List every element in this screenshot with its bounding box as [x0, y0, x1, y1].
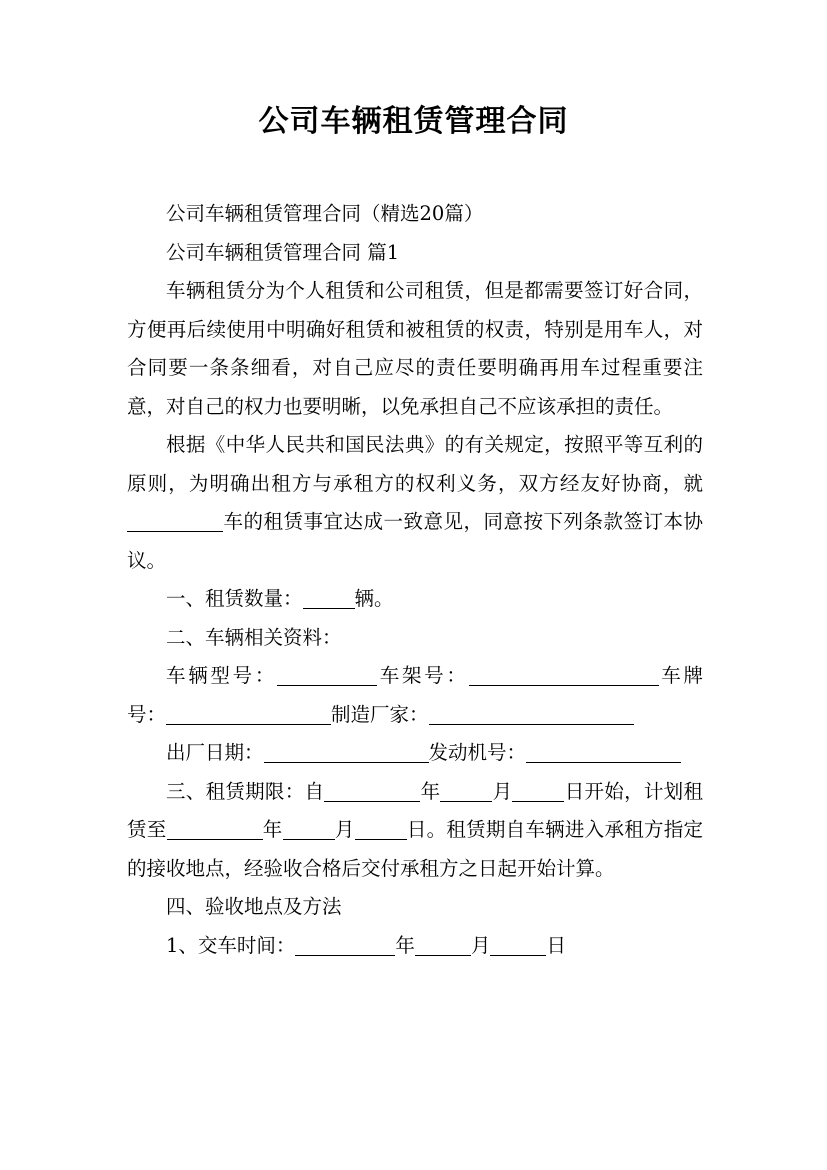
delivery-month-blank: [415, 933, 471, 956]
year-label: 年: [420, 779, 441, 803]
start-month-blank: [440, 779, 492, 802]
delivery-day-blank: [490, 933, 546, 956]
month-label: 月: [334, 818, 355, 841]
maker-label: 制造厂家：: [331, 702, 429, 726]
model-label: 车辆型号：: [166, 664, 278, 687]
model-blank: [277, 663, 377, 686]
date-label: 出厂日期：: [166, 741, 264, 764]
end-month-blank: [283, 817, 335, 840]
section-heading: 公司车辆租赁管理合同 篇1: [166, 240, 400, 264]
term-end-text: 日。租赁期自车辆进入承租方指定的接收地点，经验收合格后交付承租方之日起开始计算。: [127, 818, 703, 880]
quantity-unit: 辆。: [354, 587, 394, 610]
year-label: 年: [262, 818, 283, 841]
quantity-label: 一、租赁数量：: [166, 587, 303, 610]
term-start-text: 日开始，计划租赁至: [127, 779, 703, 841]
end-day-blank: [355, 817, 407, 840]
item-quantity: [127, 580, 703, 619]
basis-text-b: 车的租赁事宜达成一致意见，同意按下列条款签订本协议。: [127, 510, 703, 572]
delivery-line: [127, 927, 703, 966]
plate-label: 车牌号：: [127, 664, 703, 726]
frame-blank: [469, 663, 659, 686]
plate-blank: [166, 702, 331, 725]
quantity-blank: [303, 586, 355, 609]
document-subtitle: 公司车辆租赁管理合同（精选20篇）: [166, 202, 484, 225]
maker-blank: [429, 702, 634, 725]
year-label: 年: [395, 933, 415, 957]
frame-label: 车架号：: [377, 664, 469, 687]
end-year-blank: [167, 817, 263, 840]
day-label: 日: [546, 933, 566, 957]
basis-paragraph: [127, 426, 703, 580]
start-year-blank: [324, 779, 420, 802]
vehicle-date-line: [127, 734, 703, 773]
item-acceptance: 四、验收地点及方法: [166, 895, 342, 918]
month-label: 月: [470, 933, 491, 957]
document-title: 公司车辆租赁管理合同: [258, 104, 569, 139]
vehicle-blank: [127, 509, 223, 532]
basis-text-a: 根据《中华人民共和国民法典》的有关规定，按照平等互利的原则，为明确出租方与承租方的权利义务，双方经友好协商，就: [127, 433, 703, 495]
delivery-year-blank: [295, 933, 395, 956]
date-blank: [264, 740, 429, 763]
term-label: 三、租赁期限：自: [166, 779, 325, 803]
engine-blank: [526, 740, 681, 763]
delivery-label: 1、交车时间：: [166, 933, 296, 957]
document-body: [127, 195, 703, 965]
month-label: 月: [492, 779, 513, 803]
start-day-blank: [512, 779, 564, 802]
item-term: [127, 773, 703, 889]
vehicle-model-line: [127, 657, 703, 734]
intro-paragraph: 车辆租赁分为个人租赁和公司租赁，但是都需要签订好合同，方便再后续使用中明确好租赁和被租赁的权责，特别是用车人，对合同要一条条细看，对自己应尽的责任要明确再用车过程重要注意，对自己的权力也要明晰，以免承担自己不应该承担的责任。: [127, 279, 703, 418]
item-vehicle-info: 二、车辆相关资料：: [166, 625, 342, 649]
engine-label: 发动机号：: [428, 741, 527, 764]
